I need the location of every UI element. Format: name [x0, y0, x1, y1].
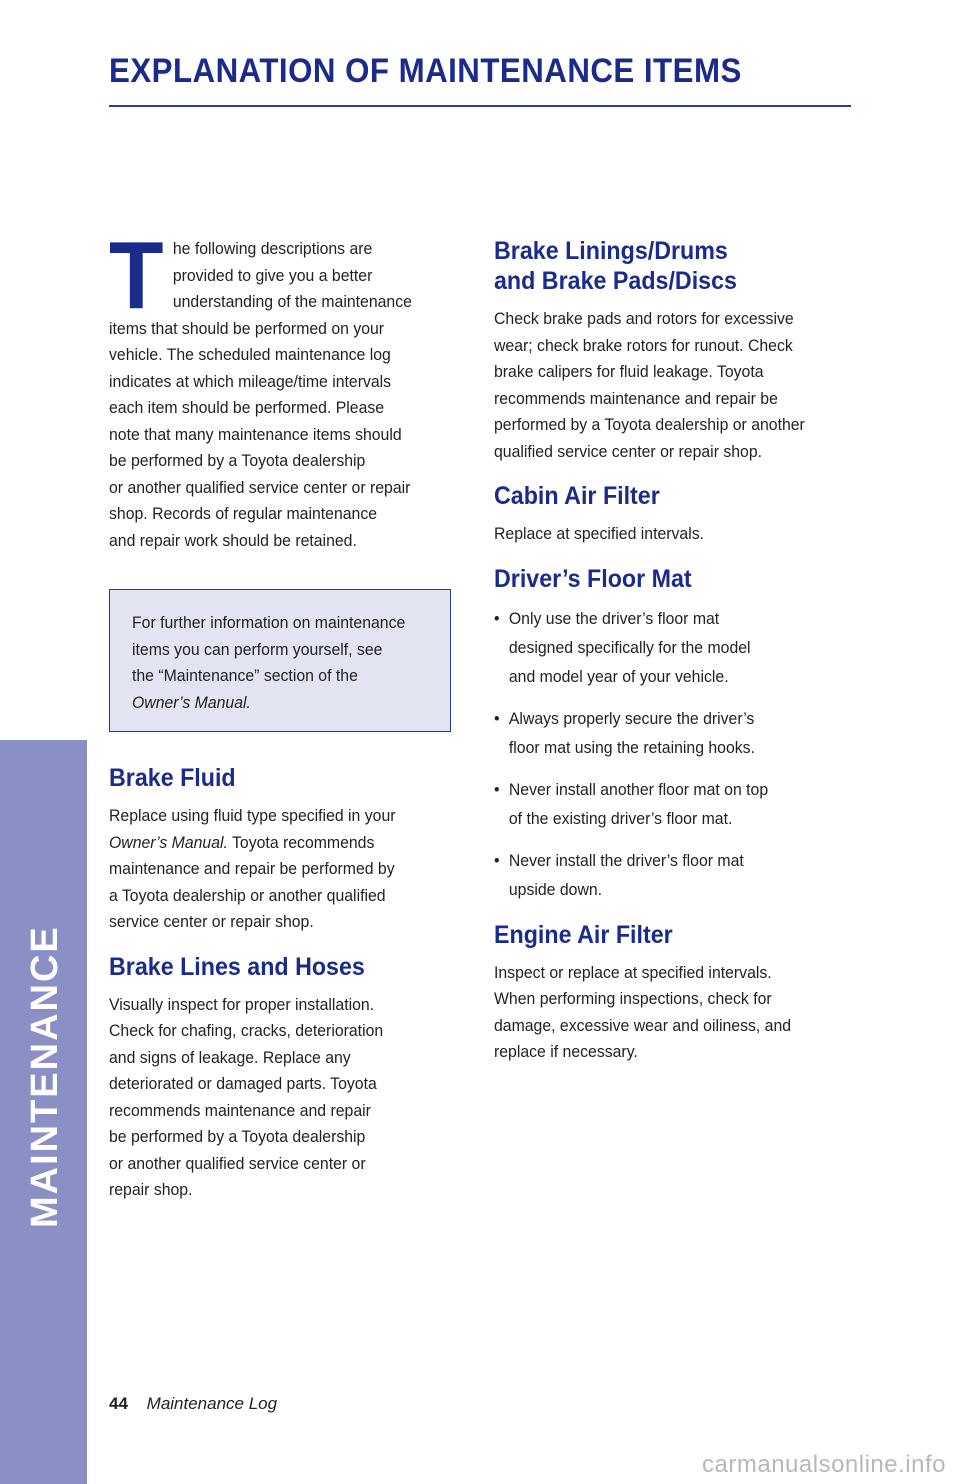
- right-column: [494, 236, 844, 1082]
- list-item: • Never install the driver’s floor mat upside down.: [494, 846, 846, 904]
- section-drivers-floor-mat: [494, 564, 846, 904]
- section-brake-lines: [109, 952, 430, 1204]
- section-engine-air-filter: [494, 920, 846, 1066]
- page-footer: [109, 1394, 277, 1414]
- section-title: Brake Fluid: [109, 764, 236, 792]
- note-box: [109, 589, 451, 732]
- section-title: Brake Linings/Drums and Brake Pads/Discs: [494, 237, 737, 295]
- note-manual-reference: Owner’s Manual.: [132, 692, 251, 712]
- section-cabin-air-filter: [494, 481, 846, 548]
- list-item: • Always properly secure the driver’s floor mat using the retaining hooks.: [494, 704, 846, 762]
- section-brake-linings: [494, 236, 846, 465]
- drop-cap: T: [109, 222, 164, 329]
- list-item: • Never install another floor mat on top of the existing driver’s floor mat.: [494, 775, 846, 833]
- side-tab-label: MAINTENANCE: [24, 925, 66, 1228]
- intro-text: he following descriptions are provided to give you a better understanding of the maintenance items that should be performed on your vehicle. The scheduled maintenance log indicates at which mileage/time intervals each item should be performed. Please note that many maintenance items should be performed by a Toyota dealership or another qualified service center or repair shop. Records of regular maintenance and repair work should be retained.: [109, 239, 412, 550]
- section-text-part: Toyota recommends maintenance and repair be performed by a Toyota dealership or another qualified service center or repair shop.: [109, 832, 395, 931]
- bullet-list: [494, 604, 846, 904]
- footer-label: Maintenance Log: [146, 1394, 278, 1413]
- section-text-part: Replace using fluid type specified in your: [109, 806, 396, 825]
- section-title: Engine Air Filter: [494, 920, 673, 949]
- section-text: Visually inspect for proper installation. Check for chafing, cracks, deterioration and signs of leakage. Replace any deteriorated or damaged parts. Toyota recommends maintenance and repair be performed by a Toyota dealership or another qualified service center or repair shop.: [109, 994, 384, 1199]
- left-column: [109, 222, 454, 554]
- section-title: Cabin Air Filter: [494, 482, 660, 510]
- watermark: carmanualsonline.info: [702, 1451, 946, 1478]
- manual-reference: Owner’s Manual.: [109, 832, 228, 852]
- intro-block: [109, 222, 430, 554]
- left-sections: [109, 763, 454, 1220]
- page-number: 44: [109, 1394, 128, 1413]
- section-title: Brake Lines and Hoses: [109, 952, 365, 981]
- title-divider: [109, 105, 851, 107]
- page-title: EXPLANATION OF MAINTENANCE ITEMS: [109, 52, 742, 90]
- section-title: Driver’s Floor Mat: [494, 564, 692, 593]
- section-text: Inspect or replace at specified intervals. When performing inspections, check for damage, excessive wear and oiliness, and replace if necessary.: [494, 962, 792, 1061]
- section-text: [109, 803, 430, 936]
- list-item: • Only use the driver’s floor mat designed specifically for the model and model year of your vehicle.: [494, 604, 846, 691]
- note-text: For further information on maintenance items you can perform yourself, see the “Maintenance” section of the: [132, 613, 406, 685]
- section-text: Check brake pads and rotors for excessive wear; check brake rotors for runout. Check brake calipers for fluid leakage. Toyota recommends maintenance and repair be performed by a Toyota dealership or another qualified service center or repair shop.: [494, 309, 805, 461]
- section-text: Replace at specified intervals.: [494, 524, 705, 543]
- section-brake-fluid: [109, 763, 430, 936]
